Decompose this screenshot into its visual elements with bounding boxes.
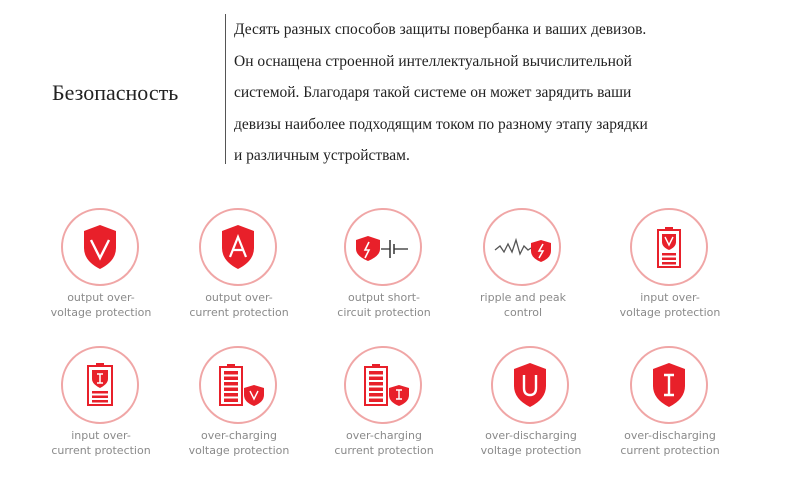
feature-label: input over- current protection: [51, 429, 151, 457]
description-line: Он оснащена строенной интеллектуальной вычислительной: [234, 52, 632, 70]
icon-circle: [199, 208, 277, 286]
battery-i-icon: [63, 348, 137, 422]
description-line: Десять разных способов защиты повербанка и ваших девизов.: [234, 21, 647, 38]
description: [234, 14, 774, 172]
icon-circle: [483, 208, 561, 286]
divider: [225, 14, 226, 164]
battery-v-icon: [632, 210, 706, 284]
shield-a-icon: [201, 210, 275, 284]
description-line: и различным устройствам.: [234, 147, 410, 164]
icon-circle: [491, 346, 569, 424]
feature-label: over-discharging current protection: [620, 429, 720, 457]
description-line: девизы наиболее подходящим током по разному этапу зарядки: [234, 115, 648, 133]
battery-shield-i-icon: [346, 348, 420, 422]
icon-circle: [630, 346, 708, 424]
feature-label: input over- voltage protection: [619, 291, 721, 319]
ripple-icon: [485, 210, 559, 284]
short-circuit-icon: [346, 210, 420, 284]
icon-circle: [344, 346, 422, 424]
description-line: системой. Благодаря такой системе он может зарядить ваши: [234, 84, 632, 101]
feature-label: output over- voltage protection: [50, 291, 152, 319]
feature-label: over-discharging voltage protection: [480, 429, 582, 457]
feature-label: output short- circuit protection: [337, 291, 431, 319]
feature-label: over-charging current protection: [334, 429, 434, 457]
icon-circle: [630, 208, 708, 286]
icon-circle: [344, 208, 422, 286]
icon-circle: [61, 208, 139, 286]
shield-v-icon: [63, 210, 137, 284]
feature-label: ripple and peak control: [480, 291, 566, 319]
section-title: Безопасность: [52, 80, 179, 105]
battery-shield-v-icon: [201, 348, 275, 422]
feature-label: output over- current protection: [189, 291, 289, 319]
icon-circle: [61, 346, 139, 424]
shield-i-icon: [632, 348, 706, 422]
icon-circle: [199, 346, 277, 424]
feature-label: over-charging voltage protection: [188, 429, 290, 457]
shield-u-icon: [493, 348, 567, 422]
